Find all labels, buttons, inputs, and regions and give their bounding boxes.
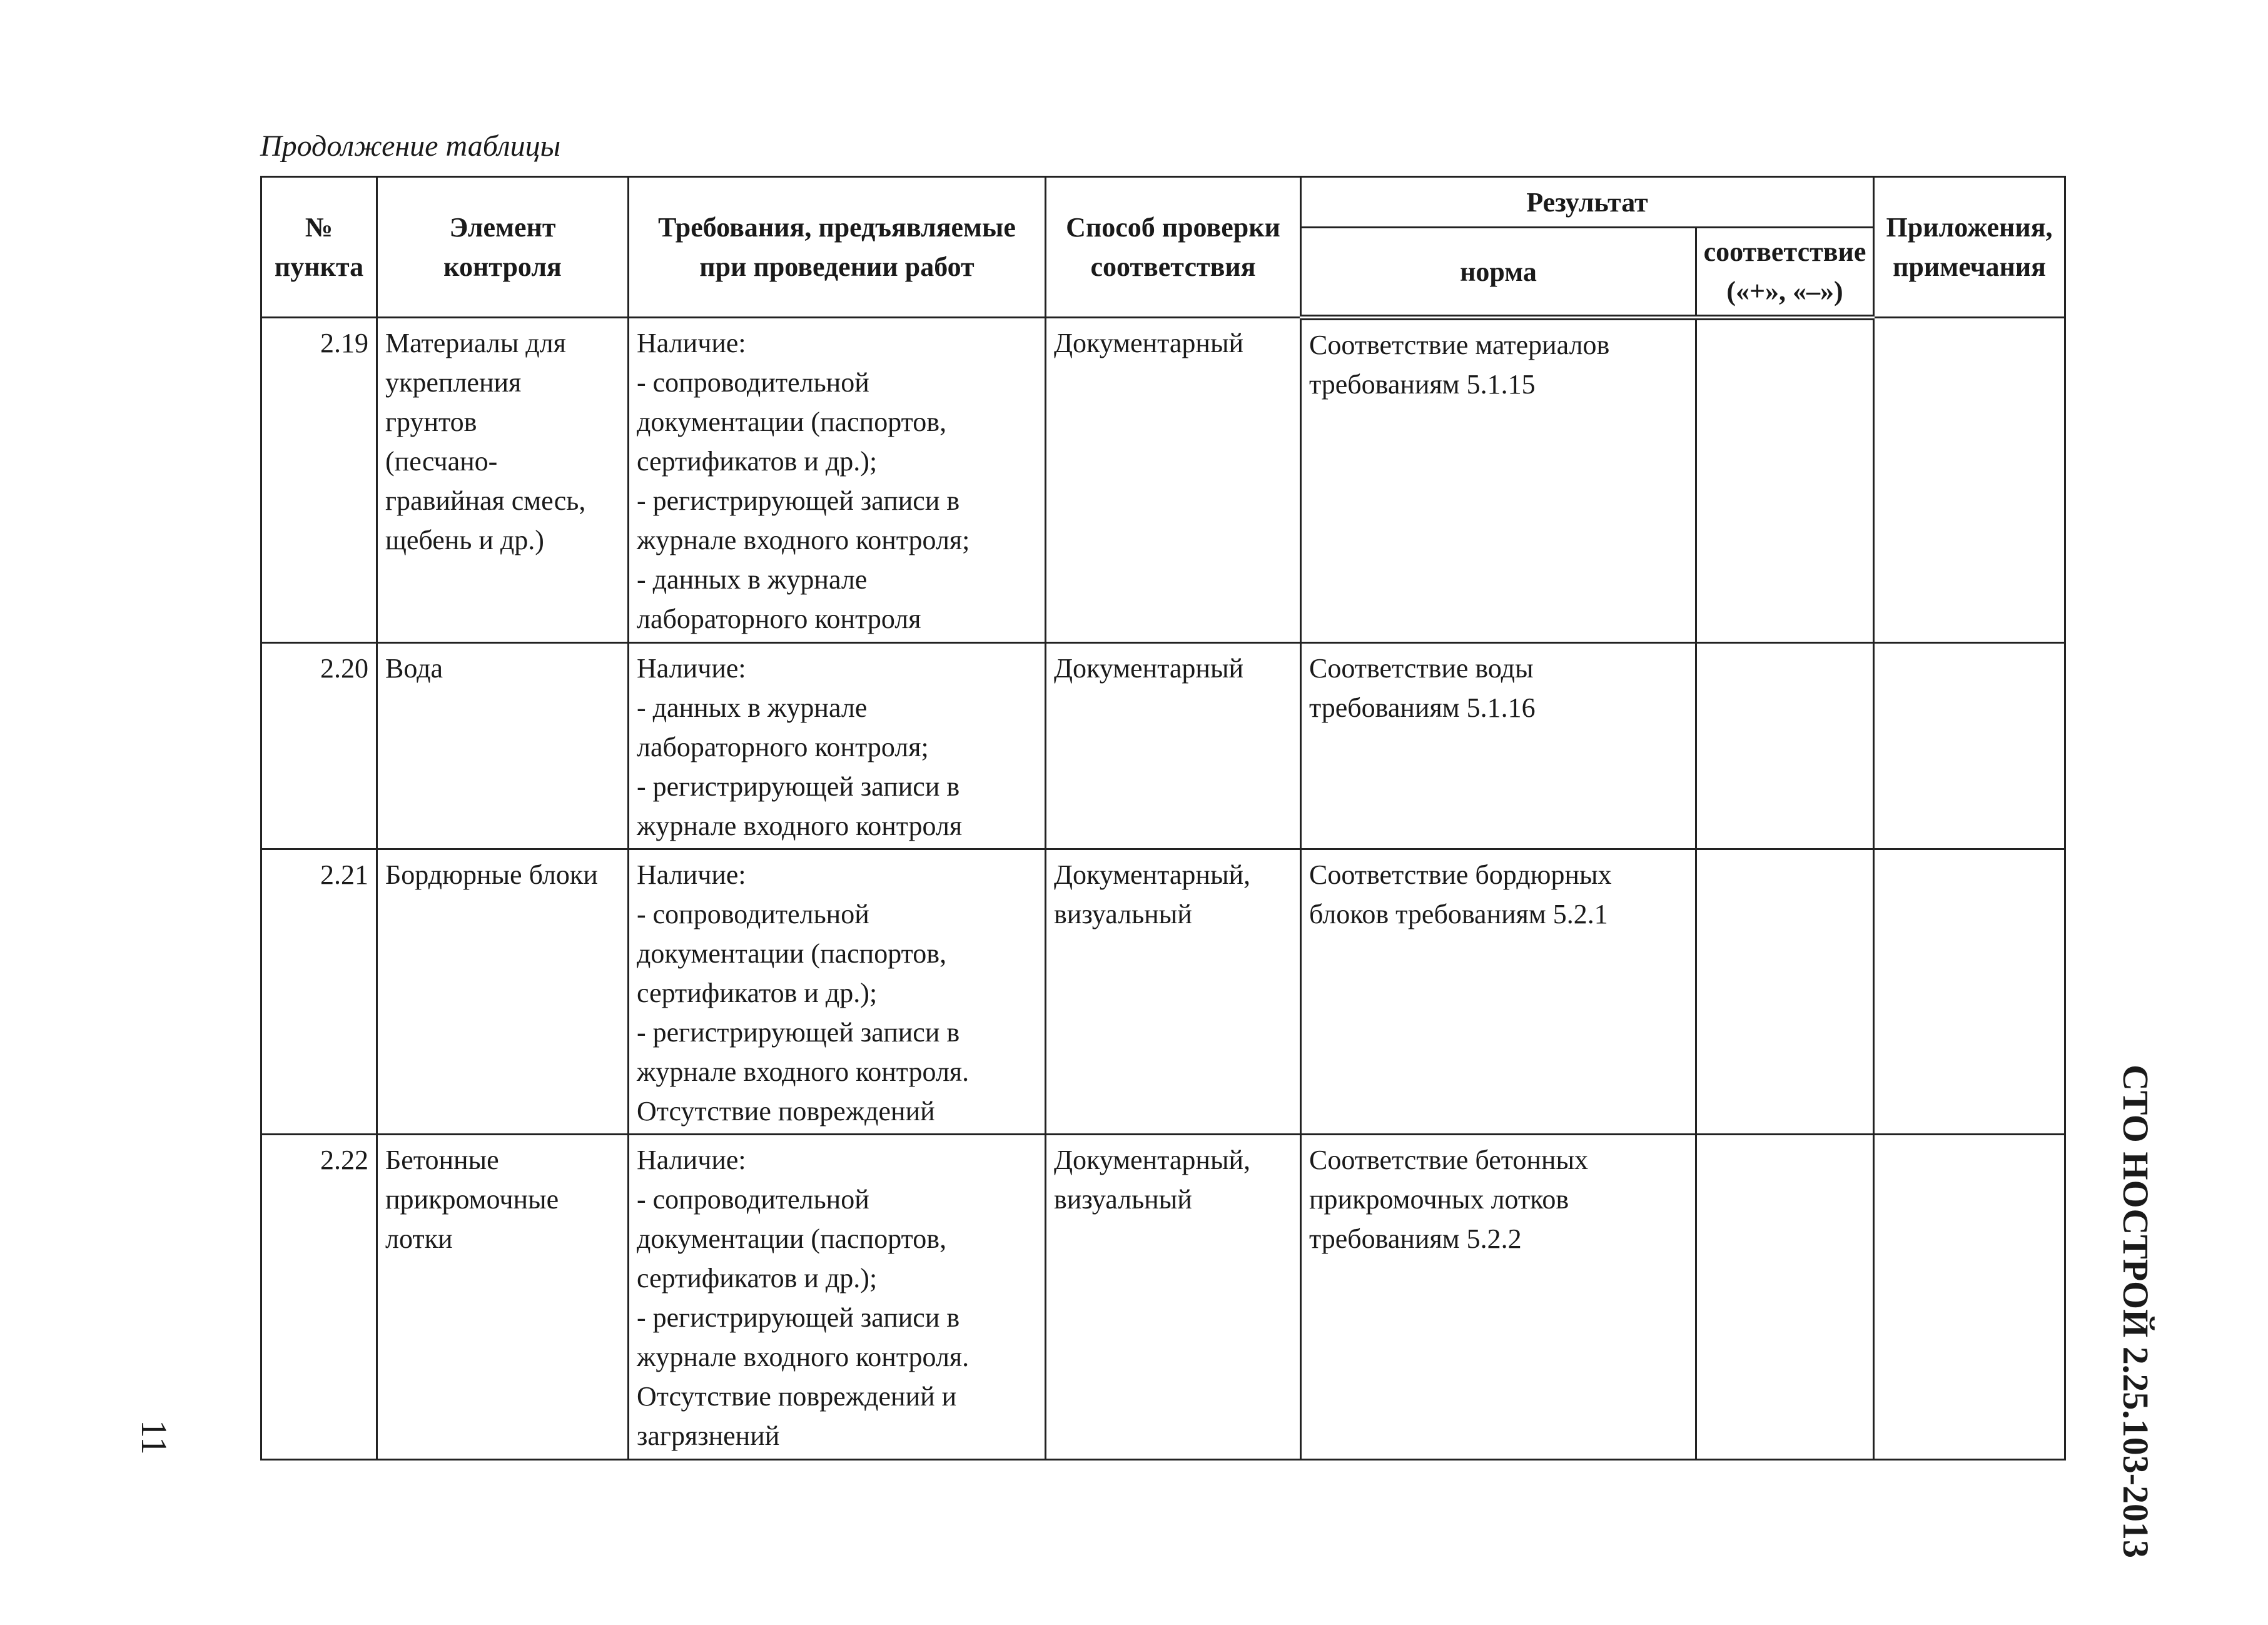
cell-method-line: Документарный,	[1054, 859, 1251, 890]
cell-norm	[1301, 1135, 1696, 1460]
cell-element	[377, 849, 629, 1135]
cell-requirements-line: лабораторного контроля;	[637, 732, 929, 762]
cell-method	[1046, 318, 1301, 643]
cell-requirements-line: Наличие:	[637, 859, 746, 890]
cell-requirements-line: сертификатов и др.);	[637, 1263, 878, 1293]
cell-norm	[1301, 318, 1696, 643]
cell-notes	[1874, 318, 2065, 643]
cell-element	[377, 1135, 629, 1460]
cell-element-line: (песчано-	[385, 446, 498, 477]
cell-requirements-line: Наличие:	[637, 653, 746, 684]
cell-norm-line: требованиям 5.1.16	[1309, 692, 1536, 723]
cell-num: 2.20	[261, 643, 377, 849]
cell-num: 2.22	[261, 1135, 377, 1460]
control-table	[260, 176, 2066, 1460]
cell-element-line: Бетонные	[385, 1145, 499, 1175]
cell-requirements-line: - регистрирующей записи в	[637, 771, 960, 802]
table-row	[261, 1135, 2065, 1460]
cell-norm-line: Соответствие бетонных	[1309, 1145, 1589, 1175]
cell-norm	[1301, 643, 1696, 849]
cell-element	[377, 318, 629, 643]
cell-norm-line: Соответствие материалов	[1309, 330, 1610, 360]
cell-requirements-line: Отсутствие повреждений	[637, 1096, 935, 1126]
cell-num: 2.21	[261, 849, 377, 1135]
cell-norm-line: прикромочных лотков	[1309, 1184, 1569, 1215]
cell-compliance	[1696, 849, 1874, 1135]
cell-requirements	[629, 1135, 1046, 1460]
table-row	[261, 849, 2065, 1135]
cell-element-line: Материалы для	[385, 328, 566, 358]
cell-method	[1046, 849, 1301, 1135]
table-caption: Продолжение таблицы	[260, 129, 561, 163]
cell-compliance	[1696, 643, 1874, 849]
cell-requirements-line: - регистрирующей записи в	[637, 1017, 960, 1048]
cell-requirements-line: - данных в журнале	[637, 564, 868, 595]
cell-requirements-line: Отсутствие повреждений и	[637, 1381, 957, 1412]
cell-norm	[1301, 849, 1696, 1135]
cell-requirements-line: Наличие:	[637, 1145, 746, 1175]
cell-notes	[1874, 643, 2065, 849]
cell-requirements-line: документации (паспортов,	[637, 1223, 947, 1254]
header-method: Способ проверки соответствия	[1046, 177, 1301, 318]
cell-element-line: грунтов	[385, 407, 477, 437]
cell-requirements-line: документации (паспортов,	[637, 938, 947, 969]
cell-requirements-line: журнале входного контроля.	[637, 1342, 969, 1372]
header-notes: Приложения, примечания	[1874, 177, 2065, 318]
cell-element-line: Бордюрные блоки	[385, 859, 598, 890]
cell-requirements	[629, 849, 1046, 1135]
page-number: 11	[134, 1420, 175, 1455]
cell-notes	[1874, 849, 2065, 1135]
cell-requirements-line: документации (паспортов,	[637, 407, 947, 437]
cell-requirements-line: сертификатов и др.);	[637, 446, 878, 477]
cell-requirements-line: журнале входного контроля.	[637, 1056, 969, 1087]
cell-requirements-line: Наличие:	[637, 328, 746, 358]
cell-requirements	[629, 643, 1046, 849]
table-row	[261, 643, 2065, 849]
cell-element-line: лотки	[385, 1223, 453, 1254]
cell-element-line: прикромочные	[385, 1184, 559, 1215]
cell-norm-line: Соответствие бордюрных	[1309, 859, 1612, 890]
cell-requirements-line: загрязнений	[637, 1420, 780, 1451]
cell-method-line: визуальный	[1054, 899, 1192, 929]
cell-requirements-line: журнале входного контроля;	[637, 525, 970, 555]
cell-element-line: Вода	[385, 653, 443, 684]
header-compliance: соответствие («+», «–»)	[1696, 228, 1874, 318]
cell-requirements-line: - регистрирующей записи в	[637, 485, 960, 516]
header-element: Элемент контроля	[377, 177, 629, 318]
header-norm: норма	[1301, 228, 1696, 318]
header-row-top	[261, 177, 2065, 228]
cell-element	[377, 643, 629, 849]
cell-compliance	[1696, 318, 1874, 643]
cell-compliance	[1696, 1135, 1874, 1460]
cell-notes	[1874, 1135, 2065, 1460]
cell-norm-line: требованиям 5.2.2	[1309, 1223, 1522, 1254]
cell-method-line: Документарный,	[1054, 1145, 1251, 1175]
cell-requirements-line: сертификатов и др.);	[637, 978, 878, 1008]
cell-method-line: Документарный	[1054, 328, 1244, 358]
cell-element-line: щебень и др.)	[385, 525, 544, 555]
cell-method-line: визуальный	[1054, 1184, 1192, 1215]
cell-requirements-line: лабораторного контроля	[637, 604, 921, 634]
header-result: Результат	[1301, 177, 1874, 228]
table-row	[261, 318, 2065, 643]
cell-method-line: Документарный	[1054, 653, 1244, 684]
cell-requirements-line: - сопроводительной	[637, 367, 869, 398]
cell-requirements	[629, 318, 1046, 643]
header-num: № пункта	[261, 177, 377, 318]
cell-method	[1046, 643, 1301, 849]
standard-code: СТО НОСТРОЙ 2.25.103-2013	[2115, 1065, 2156, 1559]
cell-requirements-line: - сопроводительной	[637, 1184, 869, 1215]
cell-norm-line: Соответствие воды	[1309, 653, 1534, 684]
cell-requirements-line: - данных в журнале	[637, 692, 868, 723]
cell-norm-line: блоков требованиям 5.2.1	[1309, 899, 1608, 929]
cell-requirements-line: журнале входного контроля	[637, 811, 963, 841]
cell-requirements-line: - регистрирующей записи в	[637, 1302, 960, 1333]
cell-norm-line: требованиям 5.1.15	[1309, 369, 1536, 400]
cell-num: 2.19	[261, 318, 377, 643]
cell-element-line: укрепления	[385, 367, 522, 398]
header-requirements: Требования, предъявляемые при проведении работ	[629, 177, 1046, 318]
cell-method	[1046, 1135, 1301, 1460]
cell-requirements-line: - сопроводительной	[637, 899, 869, 929]
cell-element-line: гравийная смесь,	[385, 485, 586, 516]
